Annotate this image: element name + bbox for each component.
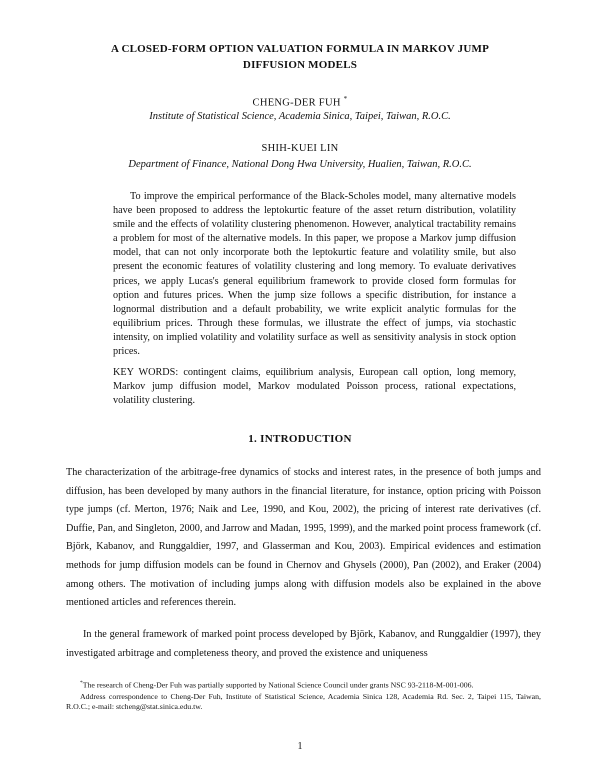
page-number: 1 — [297, 741, 303, 752]
footnote-1 — [66, 678, 541, 691]
author-2 — [0, 143, 600, 154]
author-1 — [0, 95, 600, 109]
section-heading: 1. INTRODUCTION — [248, 433, 352, 445]
intro-paragraph-2: In the general framework of marked point process developed by Björk, Kabanov, and Runggaldier (1997), they investigated arbitrage and completeness theory, and proved the existence and uniqueness — [66, 629, 541, 659]
footnote-1-mark: * — [80, 680, 83, 686]
footnotes — [66, 678, 541, 714]
author-1-footnote-mark: * — [343, 95, 348, 103]
author-1-name: CHENG-DER FUH — [252, 97, 341, 109]
keywords: KEY WORDS: contingent claims, equilibrium analysis, European call option, long memory, Markov jump diffusion model, Markov modulated Poisson process, rational expectations, volatility clustering. — [113, 367, 516, 407]
author-2-affiliation: Department of Finance, National Dong Hwa University, Hualien, Taiwan, R.O.C. — [128, 159, 472, 170]
footnote-1-text: The research of Cheng-Der Fuh was partially supported by National Science Council under grants NSC 93-2118-M-001-006. — [82, 680, 474, 690]
footnote-2: Address correspondence to Cheng-Der Fuh, Institute of Statistical Science, Academia Sinica 128, Academia Rd. Sec. 2, Taipei 115, Taiwan, R.O.C.; e-mail: stcheng@stat.sinica.edu.tw. — [66, 692, 541, 712]
author-1-affiliation: Institute of Statistical Science, Academia Sinica, Taipei, Taiwan, R.O.C. — [149, 111, 451, 122]
paper-title — [70, 41, 530, 73]
author-2-name: SHIH-KUEI LIN — [261, 143, 339, 154]
title-line-2: DIFFUSION MODELS — [242, 59, 358, 71]
intro-paragraph-1: The characterization of the arbitrage-free dynamics of stocks and interest rates, in the presence of both jumps and diffusion, has been developed by many authors in the financial literature, for instance, option pricing with Poisson type jumps (cf. Merton, 1976; Naik and Lee, 1990, and Kou, 2002), the pricing of interest rate derivatives (cf. Duffie, Pan, and Singleton, 2000, and Jarrow and Madan, 1995, 1999), and the marked point process framework (cf. Björk, Kabanov, and Runggaldier, 1997, and Glasserman and Kou, 2003). Empirical evidences and estimation methods for jump diffusion models can be found in Chernov and Ghysels (2000), Pan (2002), and Eraker (2004) among others. The motivation of including jumps along with diffusion models also be explained in the above mentioned articles and references therein. — [66, 467, 541, 609]
title-line-1: A CLOSED-FORM OPTION VALUATION FORMULA IN MARKOV JUMP — [111, 43, 489, 55]
abstract: To improve the empirical performance of the Black-Scholes model, many alternative models have been proposed to address the leptokurtic feature of the asset return distribution, volatility smile and the effects of volatility clustering phenomenon. However, analytical tractability remains a problem for most of the alternative models. In this paper, we propose a Markov jump diffusion model, that can not only incorporate both the leptokurtic feature and volatility smile, but also present the economic features of volatility clustering and long memory. To evaluate derivatives prices, we apply Lucas's general equilibrium framework to provide closed form formulas for option and futures prices. When the jump size follows a specific distribution, for instance a lognormal distribution and a default probability, we write explicit analytic formulas for the equilibrium prices. Through these formulas, we illustrate the effect of jumps, via stochastic intensity, on implied volatility and volatility surface as well as sensitivity analysis in stock option prices. — [113, 191, 516, 358]
